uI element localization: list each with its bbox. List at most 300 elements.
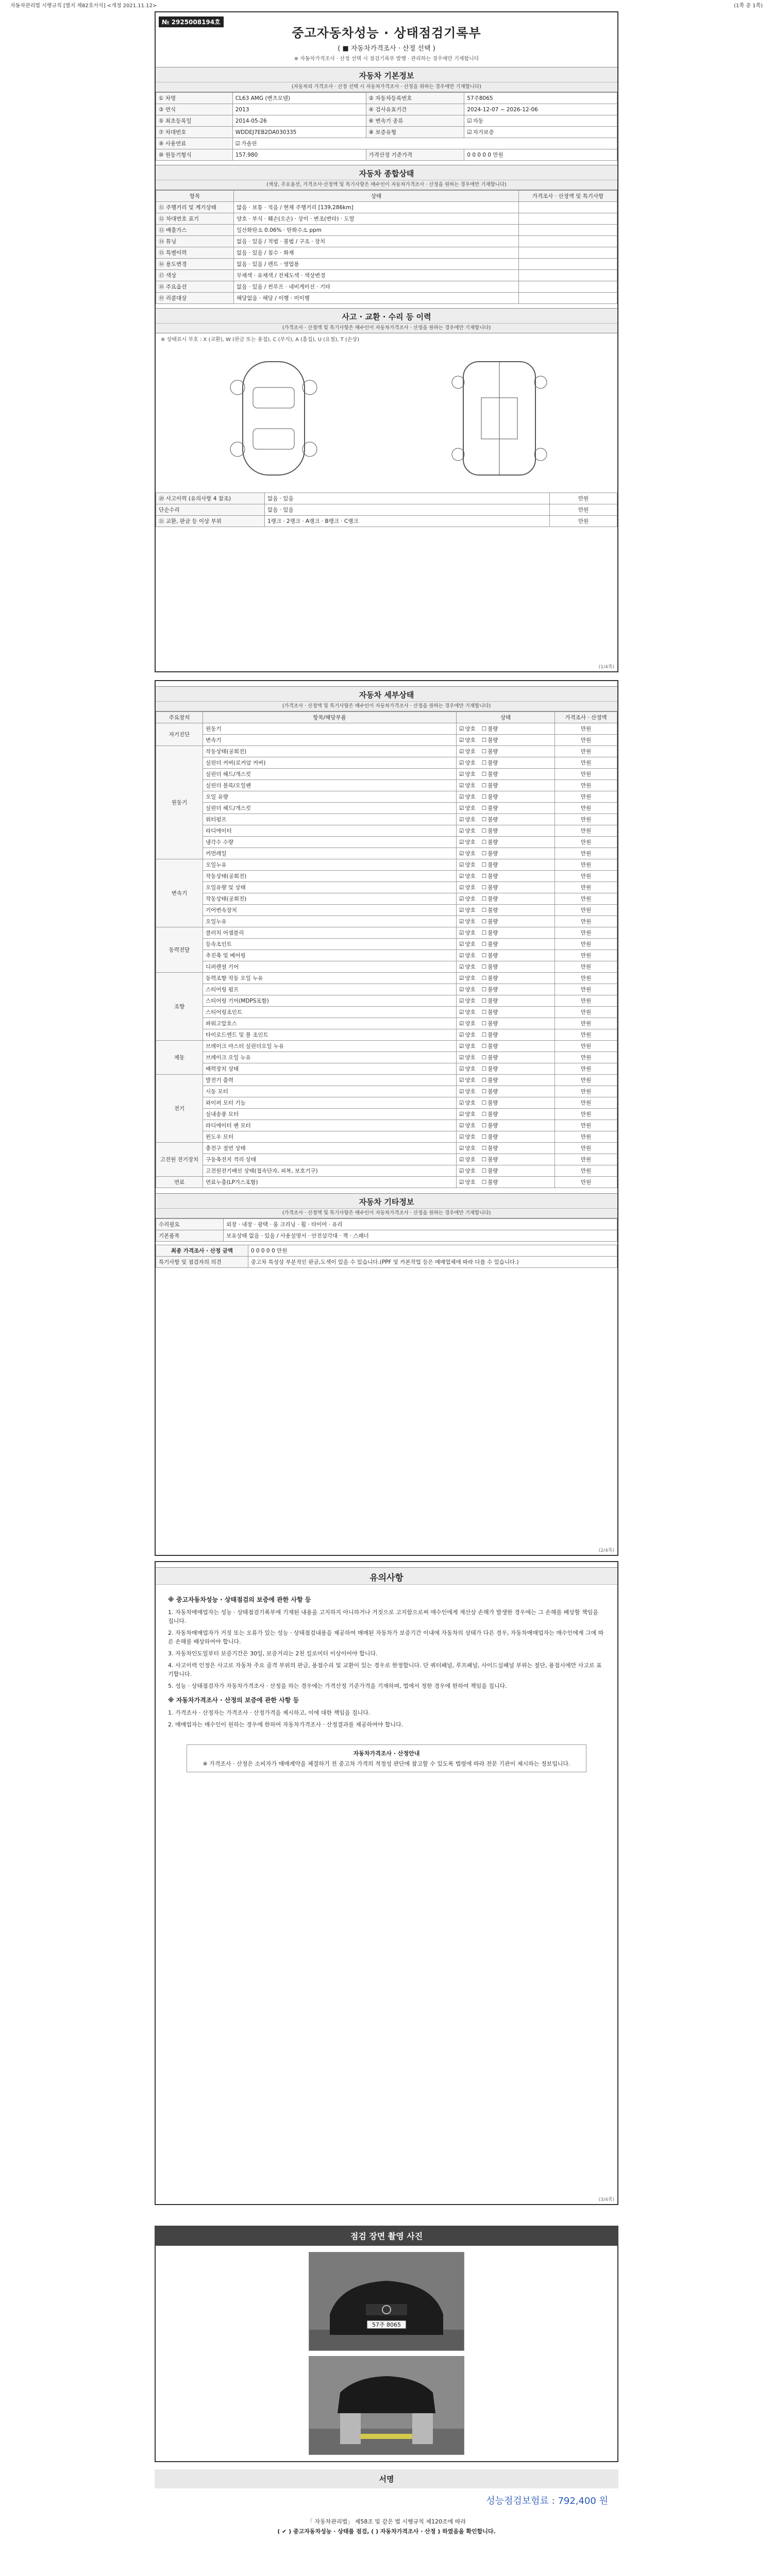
detail-title: 자동차 세부상태 <box>156 686 617 702</box>
overall-row-side <box>519 293 617 304</box>
detail-item-price: 만원 <box>555 871 617 882</box>
car-name-label: ① 차명 <box>156 93 233 104</box>
accident-row <box>156 516 617 527</box>
top-bar <box>0 0 773 9</box>
detail-item-name: 발전기 출력 <box>203 1075 457 1086</box>
page-3 <box>155 1561 618 2205</box>
detail-row <box>156 1007 617 1018</box>
overall-col-side: 가격조사 · 산정액 및 특기사항 <box>519 191 617 202</box>
state-good-check: ☑ 양호 <box>459 1055 476 1061</box>
basic-info-table <box>156 92 617 161</box>
state-good-check: ☑ 양호 <box>459 1179 476 1185</box>
detail-item-name: 스티어링조인트 <box>203 1007 457 1018</box>
notes-heading-1: ※ 중고자동차성능 · 상태점검의 보증에 관한 사항 등 <box>168 1596 311 1603</box>
detail-item-state <box>457 1131 555 1143</box>
state-bad-check: ☐ 불량 <box>482 873 498 879</box>
detail-item-state <box>457 1029 555 1041</box>
detail-row <box>156 769 617 780</box>
page3-footer: (3/4쪽) <box>598 2197 614 2202</box>
valid-label: ④ 검사유효기간 <box>366 104 464 115</box>
page-1 <box>155 11 618 672</box>
notes-title: 유의사항 <box>156 1567 617 1585</box>
overall-row-value: 없음 · 있음 / 렌트 · 영업용 <box>234 259 519 270</box>
car-outer-diagram <box>207 351 341 485</box>
detail-row <box>156 1109 617 1120</box>
state-bad-check: ☐ 불량 <box>482 953 498 959</box>
notice-paragraph: 1. 가격조사 · 산정자는 가격조사 · 산정가격을 제시하고, 이에 대한 책임을 집니다. <box>168 1709 371 1716</box>
detail-item-name: 변속기 <box>203 735 457 746</box>
detail-row <box>156 791 617 803</box>
detail-item-name: 실내송풍 모터 <box>203 1109 457 1120</box>
document-subtitle: ( ■ 자동차가격조사 · 산정 선택 ) <box>338 45 435 53</box>
state-good-check: ☑ 양호 <box>459 907 476 913</box>
accident-row <box>156 504 617 516</box>
detail-item-price: 만원 <box>555 1007 617 1018</box>
detail-row <box>156 973 617 984</box>
state-bad-check: ☐ 불량 <box>482 817 498 823</box>
state-bad-check: ☐ 불량 <box>482 919 498 925</box>
overall-row-side <box>519 213 617 225</box>
detail-row <box>156 927 617 939</box>
notice-paragraph: 1. 자동차매매업자는 성능 · 상태점검기록부에 기재된 내용을 고지하지 아니하거나 거짓으로 고지함으로써 매수인에게 재산상 손해가 발생한 경우에는 그 손해를 배상할 책임을 집니다. <box>168 1608 598 1624</box>
state-good-check: ☑ 양호 <box>459 1134 476 1140</box>
detail-row <box>156 1018 617 1029</box>
detail-item-name: 기어변속장치 <box>203 905 457 916</box>
state-bad-check: ☐ 불량 <box>482 987 498 993</box>
detail-group-name: 제동 <box>156 1041 203 1075</box>
detail-row <box>156 905 617 916</box>
notes-content <box>156 1585 617 1737</box>
detail-item-state <box>457 1109 555 1120</box>
detail-item-state <box>457 973 555 984</box>
overall-row-side <box>519 281 617 293</box>
overall-row-value: 없음 · 있음 / 적법 · 불법 / 구조 · 장치 <box>234 236 519 247</box>
state-bad-check: ☐ 불량 <box>482 1100 498 1106</box>
detail-note: (가격조사 · 산정액 및 특기사항은 매수인이 자동차가격조사 · 산정을 원하는 경우에만 기재합니다) <box>156 702 617 711</box>
overall-row-value: 없음 · 있음 / 썬루프 · 네비게이션 · 기타 <box>234 281 519 293</box>
year-value: 2013 <box>232 104 366 115</box>
overall-row <box>156 281 617 293</box>
detail-item-state <box>457 837 555 848</box>
detail-item-state <box>457 882 555 893</box>
detail-item-name: 실린더 헤드/개스킷 <box>203 769 457 780</box>
detail-item-price: 만원 <box>555 984 617 995</box>
state-bad-check: ☐ 불량 <box>482 794 498 800</box>
detail-item-price: 만원 <box>555 1052 617 1063</box>
state-bad-check: ☐ 불량 <box>482 1123 498 1129</box>
state-bad-check: ☐ 불량 <box>482 828 498 834</box>
detail-item-state <box>457 757 555 769</box>
detail-item-name: 타이로드엔드 및 볼 조인트 <box>203 1029 457 1041</box>
overall-row-value: 해당없음 · 해당 / 이행 · 미이행 <box>234 293 519 304</box>
state-good-check: ☑ 양호 <box>459 1168 476 1174</box>
detail-item-state <box>457 1063 555 1075</box>
state-bad-check: ☐ 불량 <box>482 862 498 868</box>
state-bad-check: ☐ 불량 <box>482 760 498 766</box>
detail-row <box>156 871 617 882</box>
overall-row-label: ⑲ 리콜대상 <box>156 293 234 304</box>
accident-note: (가격조사 · 산정액 및 특기사항은 매수인이 자동차가격조사 · 산정을 원하는 경우에만 기재합니다) <box>156 324 617 333</box>
detail-item-price: 만원 <box>555 1086 617 1097</box>
notes-heading-2: ※ 자동차가격조사 · 산정의 보증에 관한 사항 등 <box>168 1696 299 1704</box>
overall-title: 자동차 종합상태 <box>156 165 617 180</box>
detail-item-name: 오일유량 및 상태 <box>203 882 457 893</box>
state-bad-check: ☐ 불량 <box>482 1134 498 1140</box>
state-good-check: ☑ 양호 <box>459 1111 476 1117</box>
state-bad-check: ☐ 불량 <box>482 1168 498 1174</box>
detail-row <box>156 746 617 757</box>
overall-row <box>156 293 617 304</box>
state-good-check: ☑ 양호 <box>459 1157 476 1163</box>
overall-row <box>156 270 617 281</box>
overall-row-label: ⑯ 용도변경 <box>156 259 234 270</box>
detail-group-name: 자기진단 <box>156 723 203 746</box>
detail-item-state <box>457 1177 555 1188</box>
overall-row <box>156 247 617 259</box>
state-bad-check: ☐ 불량 <box>482 851 498 857</box>
special-text: 중고차 특성상 부분적인 판금,도색이 있을 수 있습니다.(PPF 및 카본작업 등은 매매업체에 따라 다를 수 있습니다.) <box>248 1257 617 1268</box>
form-reference: 자동차관리법 시행규칙 [별지 제82호서식] <개정 2021.11.12> <box>10 3 157 9</box>
detail-item-name: 추진축 및 베어링 <box>203 950 457 961</box>
detail-row <box>156 1131 617 1143</box>
detail-item-price: 만원 <box>555 814 617 825</box>
detail-item-state <box>457 1143 555 1154</box>
state-good-check: ☑ 양호 <box>459 1066 476 1072</box>
detail-item-price: 만원 <box>555 1143 617 1154</box>
page1-footer: (1/4쪽) <box>598 665 614 670</box>
trans-check: ☑ 자동 <box>467 118 483 124</box>
detail-item-name: 오일누유 <box>203 859 457 871</box>
accident-row-label: ⑳ 사고이력 (유의사항 4 참조) <box>156 493 265 504</box>
state-bad-check: ☐ 불량 <box>482 1157 498 1163</box>
detail-item-price: 만원 <box>555 1109 617 1120</box>
state-good-check: ☑ 양호 <box>459 1021 476 1027</box>
state-bad-check: ☐ 불량 <box>482 930 498 936</box>
car-lift-svg <box>309 2357 464 2454</box>
overall-row-value: 없음 · 있음 / 침수 · 화재 <box>234 247 519 259</box>
detail-item-price: 만원 <box>555 825 617 837</box>
detail-item-state <box>457 1052 555 1063</box>
state-bad-check: ☐ 불량 <box>482 1021 498 1027</box>
state-bad-check: ☐ 불량 <box>482 749 498 755</box>
detail-item-name: 구동축전지 격리 상태 <box>203 1154 457 1165</box>
detail-item-price: 만원 <box>555 961 617 973</box>
state-good-check: ☑ 양호 <box>459 783 476 789</box>
state-good-check: ☑ 양호 <box>459 817 476 823</box>
detail-item-name: 라디에이터 <box>203 825 457 837</box>
detail-row <box>156 723 617 735</box>
detail-row <box>156 995 617 1007</box>
confirmation-line-1: 「 자동차관리법」 제58조 및 같은 법 시행규칙 제120조에 따라 <box>307 2518 466 2525</box>
detail-item-price: 만원 <box>555 735 617 746</box>
other-note: (가격조사 · 산정액 및 특기사항은 매수인이 자동차가격조사 · 산정을 원하는 경우에만 기재합니다) <box>156 1209 617 1218</box>
detail-item-name: 원동기 <box>203 723 457 735</box>
detail-row <box>156 984 617 995</box>
state-bad-check: ☐ 불량 <box>482 998 498 1004</box>
state-good-check: ☑ 양호 <box>459 987 476 993</box>
detail-row <box>156 848 617 859</box>
overall-row-value: 양호 · 부식 · 훼손(오손) · 상이 · 변조(변타) · 도말 <box>234 213 519 225</box>
detail-item-name: 고전원전기배선 상태(접속단자, 피복, 보호기구) <box>203 1165 457 1177</box>
signature-title: 서명 <box>155 2469 618 2488</box>
detail-item-state <box>457 1097 555 1109</box>
state-bad-check: ☐ 불량 <box>482 1179 498 1185</box>
accident-row-price: 만원 <box>550 504 617 516</box>
overall-row-label: ⑮ 특별이력 <box>156 247 234 259</box>
detail-item-name: 클러치 어셈블리 <box>203 927 457 939</box>
detail-item-state <box>457 1041 555 1052</box>
detail-item-state <box>457 859 555 871</box>
detail-group-name: 조향 <box>156 973 203 1041</box>
state-bad-check: ☐ 불량 <box>482 885 498 891</box>
notice-paragraph: 3. 자동차인도일부터 보증기간은 30일, 보증거리는 2천 킬로미터 이상이어야 합니다. <box>168 1650 378 1657</box>
detail-item-price: 만원 <box>555 837 617 848</box>
detail-group-name: 변속기 <box>156 859 203 927</box>
detail-row <box>156 1120 617 1131</box>
detail-item-name: 오일 유량 <box>203 791 457 803</box>
state-good-check: ☑ 양호 <box>459 760 476 766</box>
detail-item-price: 만원 <box>555 893 617 905</box>
state-good-check: ☑ 양호 <box>459 896 476 902</box>
fee-value: 792,400 원 <box>558 2496 608 2506</box>
detail-row <box>156 950 617 961</box>
document-title: 중고자동차성능 · 상태점검기록부 <box>292 26 481 40</box>
overall-row-side <box>519 247 617 259</box>
warranty-label: ⑧ 보증유형 <box>366 127 464 138</box>
detail-item-price: 만원 <box>555 848 617 859</box>
state-good-check: ☑ 양호 <box>459 771 476 777</box>
detail-row <box>156 1097 617 1109</box>
detail-table <box>156 711 617 1188</box>
detail-item-price: 만원 <box>555 1063 617 1075</box>
state-good-check: ☑ 양호 <box>459 794 476 800</box>
detail-item-state <box>457 780 555 791</box>
state-bad-check: ☐ 불량 <box>482 1009 498 1015</box>
detail-item-name: 배력장치 상태 <box>203 1063 457 1075</box>
detail-item-name: 브레이크 오일 누유 <box>203 1052 457 1063</box>
special-label: 특기사항 및 점검자의 의견 <box>156 1257 248 1268</box>
trans-label: ⑥ 변속기 종류 <box>366 115 464 127</box>
first-reg-label: ⑤ 최초등록일 <box>156 115 233 127</box>
detail-row <box>156 1086 617 1097</box>
other-row-value: 외장 · 내장 · 광택 · 룸 크리닝 · 휠 · 타이어 · 유리 <box>224 1219 617 1230</box>
overall-row <box>156 213 617 225</box>
page-2 <box>155 680 618 1556</box>
detail-row <box>156 1143 617 1154</box>
detail-item-name: 시동 모터 <box>203 1086 457 1097</box>
warranty-check: ☑ 자가보증 <box>467 129 494 135</box>
other-title: 자동차 기타정보 <box>156 1193 617 1209</box>
state-good-check: ☑ 양호 <box>459 737 476 743</box>
detail-item-name: 와이퍼 모터 기능 <box>203 1097 457 1109</box>
detail-item-name: 스티어링 펌프 <box>203 984 457 995</box>
detail-item-price: 만원 <box>555 927 617 939</box>
accident-row-label: ㉑ 교환, 판금 등 이상 부위 <box>156 516 265 527</box>
other-row-label: 기본품목 <box>156 1230 224 1242</box>
reg-no-label: ② 자동차등록번호 <box>366 93 464 104</box>
detail-item-name: 오일누유 <box>203 916 457 927</box>
overall-row-label: ⑰ 색상 <box>156 270 234 281</box>
state-good-check: ☑ 양호 <box>459 1043 476 1049</box>
overall-row-side <box>519 270 617 281</box>
detail-row <box>156 961 617 973</box>
detail-item-name: 실린더 블록/오일팬 <box>203 780 457 791</box>
inspection-fee <box>155 2488 618 2512</box>
state-good-check: ☑ 양호 <box>459 749 476 755</box>
detail-item-name: 동력조향 작동 오일 누유 <box>203 973 457 984</box>
accident-row-value: 없음 · 있음 <box>265 504 550 516</box>
detail-item-state <box>457 803 555 814</box>
overall-col-item: 항목 <box>156 191 234 202</box>
detail-item-state <box>457 984 555 995</box>
detail-item-price: 만원 <box>555 1041 617 1052</box>
detail-item-price: 만원 <box>555 1018 617 1029</box>
accident-row-label: 단순수리 <box>156 504 265 516</box>
notes-paragraphs-1 <box>168 1608 605 1690</box>
fuel-check: ☑ 가솔린 <box>236 141 257 147</box>
state-good-check: ☑ 양호 <box>459 839 476 845</box>
detail-row <box>156 825 617 837</box>
detail-item-price: 만원 <box>555 780 617 791</box>
overall-row <box>156 236 617 247</box>
valid-value: 2024-12-07 ~ 2026-12-06 <box>464 104 617 115</box>
detail-item-price: 만원 <box>555 973 617 984</box>
detail-group-name: 고전원 전기장치 <box>156 1143 203 1177</box>
state-good-check: ☑ 양호 <box>459 975 476 981</box>
engine-value: 157.980 <box>232 149 366 161</box>
other-row-value: 보유상태 없음 · 있음 / 사용설명서 · 안전삼각대 · 잭 · 스패너 <box>224 1230 617 1242</box>
detail-item-price: 만원 <box>555 859 617 871</box>
detail-row <box>156 837 617 848</box>
detail-item-name: 작동상태(공회전) <box>203 893 457 905</box>
detail-item-state <box>457 791 555 803</box>
price-notice-box <box>187 1744 586 1772</box>
state-good-check: ☑ 양호 <box>459 885 476 891</box>
detail-item-state <box>457 1086 555 1097</box>
state-bad-check: ☐ 불량 <box>482 1111 498 1117</box>
detail-item-name: 브레이크 마스터 실린더오일 누유 <box>203 1041 457 1052</box>
detail-item-state <box>457 916 555 927</box>
state-bad-check: ☐ 불량 <box>482 907 498 913</box>
detail-item-price: 만원 <box>555 916 617 927</box>
state-bad-check: ☐ 불량 <box>482 839 498 845</box>
detail-item-state <box>457 905 555 916</box>
overall-row-side <box>519 259 617 270</box>
accident-row-price: 만원 <box>550 516 617 527</box>
state-bad-check: ☐ 불량 <box>482 1066 498 1072</box>
detail-item-name: 냉각수 수량 <box>203 837 457 848</box>
detail-item-name: 작동상태(공회전) <box>203 871 457 882</box>
detail-item-state <box>457 825 555 837</box>
detail-item-state <box>457 1154 555 1165</box>
overall-row-side <box>519 236 617 247</box>
detail-item-name: 연료누출(LP가스포함) <box>203 1177 457 1188</box>
state-good-check: ☑ 양호 <box>459 862 476 868</box>
detail-col-state: 상태 <box>457 712 555 723</box>
state-good-check: ☑ 양호 <box>459 805 476 811</box>
state-bad-check: ☐ 불량 <box>482 737 498 743</box>
state-good-check: ☑ 양호 <box>459 964 476 970</box>
detail-item-state <box>457 1007 555 1018</box>
detail-item-price: 만원 <box>555 939 617 950</box>
state-good-check: ☑ 양호 <box>459 851 476 857</box>
detail-item-state <box>457 1075 555 1086</box>
other-row <box>156 1230 617 1242</box>
accident-row-price: 만원 <box>550 493 617 504</box>
year-label: ③ 연식 <box>156 104 233 115</box>
detail-row <box>156 780 617 791</box>
detail-item-price: 만원 <box>555 1029 617 1041</box>
notice-paragraph: 5. 성능 · 상태점검자가 자동차가격조사 · 산정을 하는 경우에는 가격산정 기준가격을 기재하며, 법에서 정한 경우에 한하여 책임을 집니다. <box>168 1682 507 1689</box>
detail-item-state <box>457 848 555 859</box>
page2-footer: (2/4쪽) <box>598 1548 614 1553</box>
detail-row <box>156 1165 617 1177</box>
final-table <box>156 1245 617 1268</box>
detail-row <box>156 939 617 950</box>
detail-item-price: 만원 <box>555 1177 617 1188</box>
detail-item-state <box>457 723 555 735</box>
accident-title: 사고 · 교환 · 수리 등 이력 <box>156 308 617 324</box>
fuel-label: ⑨ 사용연료 <box>156 138 233 149</box>
state-bad-check: ☐ 불량 <box>482 964 498 970</box>
overall-row <box>156 225 617 236</box>
state-bad-check: ☐ 불량 <box>482 941 498 947</box>
overall-row <box>156 259 617 270</box>
detail-item-price: 만원 <box>555 1131 617 1143</box>
overall-col-state: 상태 <box>234 191 519 202</box>
state-bad-check: ☐ 불량 <box>482 771 498 777</box>
detail-item-state <box>457 1120 555 1131</box>
detail-row <box>156 1177 617 1188</box>
detail-item-name: 디퍼렌셜 기어 <box>203 961 457 973</box>
detail-item-price: 만원 <box>555 1154 617 1165</box>
state-good-check: ☑ 양호 <box>459 1077 476 1083</box>
notice-paragraph: 2. 매매업자는 매수인이 원하는 경우에 한하여 자동차가격조사 · 산정결과를 제공하여야 합니다. <box>168 1721 404 1728</box>
detail-item-state <box>457 769 555 780</box>
state-good-check: ☑ 양호 <box>459 998 476 1004</box>
detail-item-state <box>457 1018 555 1029</box>
detail-item-name: 스티어링 기어(MDPS포함) <box>203 995 457 1007</box>
state-good-check: ☑ 양호 <box>459 941 476 947</box>
detail-item-state <box>457 950 555 961</box>
engine-label: ⑩ 원동기형식 <box>156 149 233 161</box>
state-good-check: ☑ 양호 <box>459 930 476 936</box>
page-4 <box>155 2226 618 2571</box>
detail-col-device: 주요장치 <box>156 712 203 723</box>
accident-row <box>156 493 617 504</box>
state-good-check: ☑ 양호 <box>459 919 476 925</box>
first-reg-value: 2014-05-26 <box>232 115 366 127</box>
detail-item-price: 만원 <box>555 769 617 780</box>
detail-row <box>156 1041 617 1052</box>
state-good-check: ☑ 양호 <box>459 1089 476 1095</box>
state-good-check: ☑ 양호 <box>459 953 476 959</box>
damage-diagrams <box>156 344 617 493</box>
detail-item-price: 만원 <box>555 746 617 757</box>
notes-paragraphs-2 <box>168 1708 605 1729</box>
detail-item-name: 커먼레일 <box>203 848 457 859</box>
state-bad-check: ☐ 불량 <box>482 1145 498 1151</box>
state-good-check: ☑ 양호 <box>459 1145 476 1151</box>
detail-item-state <box>457 1165 555 1177</box>
car-front-photo <box>309 2252 464 2351</box>
price-basis-label: 가격산정 기준가격 <box>366 149 464 161</box>
detail-row <box>156 803 617 814</box>
detail-row <box>156 757 617 769</box>
accident-row-value: 1랭크 · 2랭크 · A랭크 · B랭크 · C랭크 <box>265 516 550 527</box>
detail-item-name: 실린더 헤드/개스킷 <box>203 803 457 814</box>
basic-info-note: (자동차의 가격조사 · 산정 선택 시 자동차가격조사 · 산정을 위하는 경우에만 기재합니다) <box>156 82 617 92</box>
